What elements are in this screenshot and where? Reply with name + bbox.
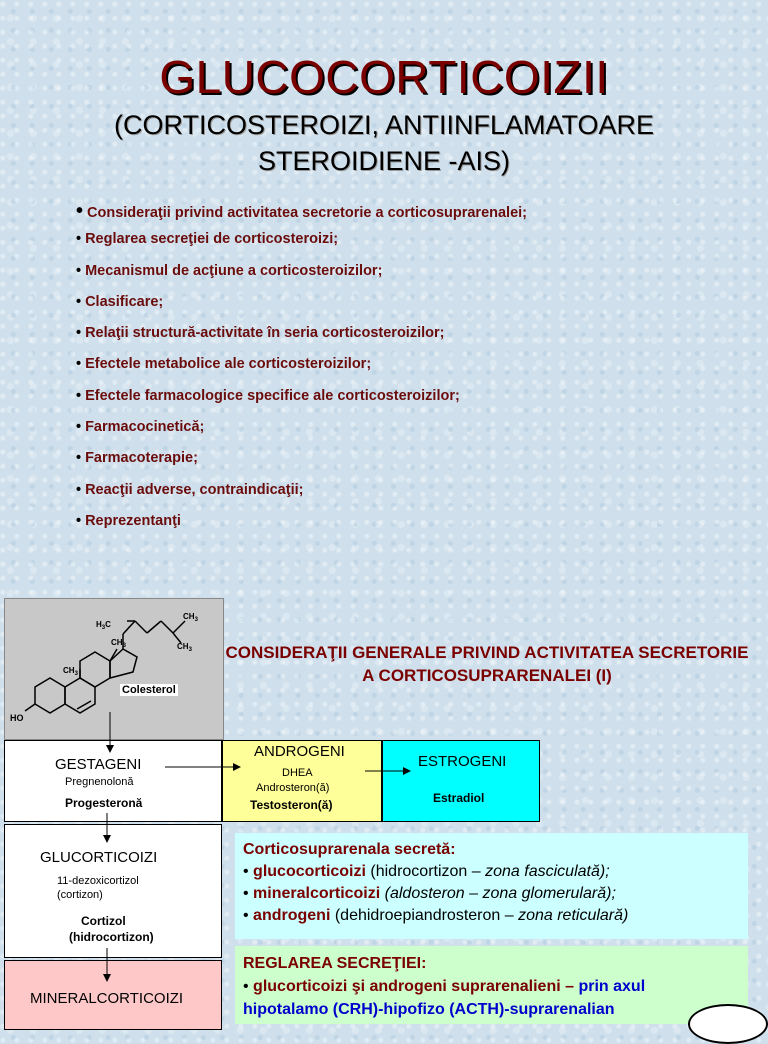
bullet-marker: • bbox=[76, 512, 82, 529]
bullet-marker: • bbox=[76, 200, 84, 222]
svg-text:CH3: $CH_3$ bbox=[111, 638, 126, 649]
svg-text:CH3: $CH_3$ bbox=[183, 612, 198, 623]
list-item: • Consideraţii privind activitatea secretorie a corticosuprarenalei; bbox=[76, 200, 528, 222]
list-item: • Reacţii adverse, contraindicaţii; bbox=[76, 481, 304, 498]
list-item: • Reglarea secreţiei de corticosteroizi; bbox=[76, 231, 339, 248]
svg-text:H3C: $H_3C$ bbox=[96, 620, 111, 631]
estradiol-label: Estradiol bbox=[433, 791, 485, 805]
estrogeni-title: ESTROGENI bbox=[418, 753, 507, 770]
slide-title: GLUCOCORTICOIZII bbox=[159, 51, 609, 103]
bullet-marker: • bbox=[76, 262, 82, 279]
slide-subtitle: (CORTICOSTEROIZI, ANTIINFLAMATOARE STEROIDIENE -AIS) bbox=[113, 110, 655, 176]
regulation-panel bbox=[235, 946, 748, 1024]
androsteron-label: Androsteron(ă) bbox=[256, 782, 330, 794]
list-item: • Reprezentanţi bbox=[76, 512, 181, 529]
regulation-axis-text: hipotalamo (CRH)-hipofizo (ACTH)-suprarenalian bbox=[243, 1001, 615, 1018]
svg-text:CH3: $CH_3$ bbox=[63, 666, 78, 677]
bullet-marker: • bbox=[76, 325, 82, 342]
list-item: • Efectele farmacologice specifice ale corticosteroizilor; bbox=[76, 387, 460, 404]
list-item: • Efectele metabolice ale corticosteroizilor; bbox=[76, 356, 372, 373]
list-item: • Clasificare; bbox=[76, 293, 164, 310]
bullet-marker: • bbox=[76, 419, 82, 436]
dhea-label: DHEA bbox=[282, 767, 313, 779]
androgeni-title: ANDROGENI bbox=[254, 743, 345, 760]
regulation-panel-heading: REGLAREA SECREŢIEI: bbox=[243, 955, 427, 972]
slide-ornament bbox=[688, 1004, 768, 1044]
list-item: • Relaţii structură-activitate în seria corticosteroizilor; bbox=[76, 325, 445, 342]
bullet-marker: • bbox=[76, 293, 82, 310]
secretion-panel-heading: Corticosuprarenala secretă: bbox=[243, 841, 456, 858]
section-heading: CONSIDERAŢII GENERALE PRIVIND ACTIVITATEA SECRETORIE A CORTICOSUPRARENALEI (I) bbox=[225, 643, 749, 685]
regulation-item: • glucorticoizi şi androgeni suprarenalieni – prin axul bbox=[243, 978, 646, 995]
cholesterol-label: Colesterol bbox=[122, 684, 176, 696]
cortizon-label: (cortizon) bbox=[57, 889, 103, 901]
mineralcorticoizi-title: MINERALCORTICOIZI bbox=[30, 990, 184, 1007]
list-item: • Farmacoterapie; bbox=[76, 450, 198, 467]
bullet-marker: • bbox=[76, 387, 82, 404]
list-item: • Farmacocinetică; bbox=[76, 419, 205, 436]
secretion-item: • glucocorticoizi (hidrocortizon – zona fasciculată); bbox=[243, 863, 610, 880]
gestageni-title: GESTAGENI bbox=[55, 756, 142, 773]
hidrocortizon-label: (hidrocortizon) bbox=[69, 930, 154, 944]
svg-text:CH3: $CH_3$ bbox=[177, 642, 192, 653]
secretion-item: • androgeni (dehidroepiandrosteron – zona reticulară) bbox=[243, 907, 629, 924]
glucocorticoizi-title: GLUCORTICOIZI bbox=[40, 849, 158, 866]
cortizol-label: Cortizol bbox=[81, 914, 126, 928]
testosteron-label: Testosteron(ă) bbox=[250, 798, 333, 812]
svg-text:HO: HO bbox=[10, 713, 24, 723]
progesterona-label: Progesteronă bbox=[65, 796, 143, 810]
pregnenolona-label: Pregnenolonă bbox=[65, 776, 134, 788]
list-item: • Mecanismul de acţiune a corticosteroizilor; bbox=[76, 262, 383, 279]
bullet-marker: • bbox=[76, 481, 82, 498]
secretion-panel bbox=[235, 833, 748, 939]
bullet-marker: • bbox=[76, 231, 82, 248]
dezoxicortizol-label: 11-dezoxicortizol bbox=[57, 875, 139, 887]
bullet-marker: • bbox=[76, 356, 82, 373]
bullet-marker: • bbox=[76, 450, 82, 467]
secretion-item: • mineralcorticoizi (aldosteron – zona glomerulară); bbox=[243, 885, 616, 902]
